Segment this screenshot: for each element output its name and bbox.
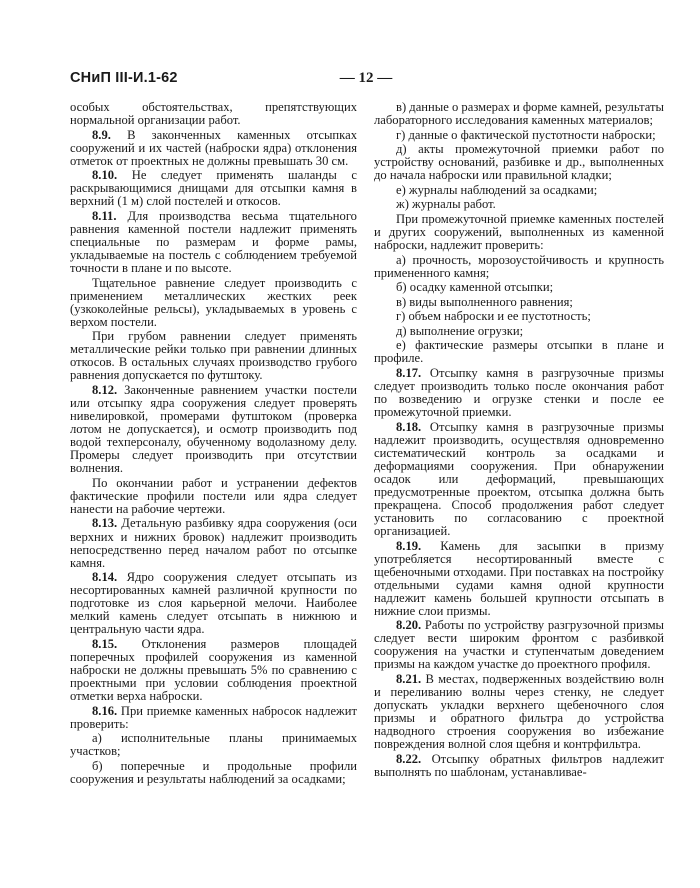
page-header <box>70 70 662 92</box>
paragraph-text: г) данные о фактической пустотности наброски; <box>396 127 656 142</box>
paragraph-text: б) поперечные и продольные профили сооружения и результаты наблюдений за осадками; <box>70 758 357 786</box>
clause-paragraph <box>70 571 357 636</box>
paragraph <box>374 198 664 211</box>
clause-paragraph <box>70 169 357 208</box>
paragraph <box>374 254 664 280</box>
paragraph-text: Ядро сооружения следует отсыпать из несортированных камней различной крупности по подготовке из слоя карьерной мелочи. Наиболее мелкий камень следует отсыпать в нижнюю и центральную части ядра. <box>70 570 357 637</box>
paragraph-text: Детальную разбивку ядра сооружения (оси верхних и нижних бровок) надлежит производить непосредственно перед началом работ по отсыпке камня. <box>70 516 357 570</box>
paragraph-text: Отсыпку камня в разгрузочные призмы следует производить только после окончания работ по возведению и огрузке стенки и после ее промежуточной приемки. <box>374 365 665 420</box>
paragraph-text: Отсыпку обратных фильтров надлежит выполнять по шаблонам, устанавливае- <box>374 751 664 779</box>
clause-number: 8.14. <box>92 570 118 585</box>
paragraph-text: е) фактические размеры отсыпки в плане и профиле. <box>374 338 664 366</box>
paragraph-text: Работы по устройству разгрузочной призмы следует вести широким фронтом с разбивкой сооружения на участки и ступенчатым доведением призмы на каждом участке до проектного профиля. <box>374 618 665 672</box>
left-text-column <box>70 101 357 787</box>
clause-number: 8.19. <box>396 538 422 553</box>
paragraph <box>374 281 664 294</box>
paragraph-text: В законченных каменных отсыпках сооружений и их частей (наброски ядра) отклонения отметок от проектных не должны превышать 30 см. <box>70 127 357 168</box>
paragraph-text: В местах, подверженных воздействию волн и переливанию волны через стенку, не следует допускать укладки верхнего щебеночного слоя призмы и обратного фильтра до устройства надводного строения сооружения во избежание повреждения волной слоя щебня и контрфильтра. <box>374 671 664 752</box>
clause-number: 8.22. <box>396 751 422 766</box>
paragraph <box>374 339 664 365</box>
paragraph-text: в) данные о размерах и форме камней, результаты лабораторного исследования каменных материалов; <box>374 100 664 128</box>
paragraph-text: При приемке каменных набросок надлежит проверить: <box>70 703 357 731</box>
paragraph <box>374 129 664 142</box>
clause-paragraph <box>374 540 664 618</box>
paragraph <box>374 101 664 127</box>
paragraph-text: д) выполнение огрузки; <box>396 323 524 338</box>
clause-paragraph <box>70 638 357 703</box>
clause-number: 8.13. <box>92 516 118 531</box>
paragraph <box>70 477 357 516</box>
clause-paragraph <box>70 210 357 275</box>
paragraph-text: б) осадку каменной отсыпки; <box>396 280 554 295</box>
paragraph-text: в) виды выполненного равнения; <box>396 294 573 309</box>
clause-paragraph <box>70 517 357 569</box>
paragraph-text: Законченные равнением участки постели или отсыпку ядра сооружения следует проверять нивелировкой, промерами футштоком (проверка лотом не допускается), и осмотр производить под водой техперсоналу, обученному водолазному делу. Промеры следует производить при отсутствии волнения. <box>70 382 357 476</box>
clause-number: 8.15. <box>92 636 118 651</box>
clause-paragraph <box>374 753 664 779</box>
paragraph <box>374 296 664 309</box>
paragraph-text: е) журналы наблюдений за осадками; <box>396 182 598 197</box>
paragraph-text: а) прочность, морозоустойчивость и крупность примененного камня; <box>374 252 664 280</box>
clause-number: 8.18. <box>396 419 422 434</box>
paragraph-text: При промежуточной приемке каменных постелей и других сооружений, выполненных из каменной наброски, надлежит проверить: <box>374 211 664 252</box>
paragraph <box>70 101 357 127</box>
clause-paragraph <box>374 367 664 419</box>
page-number: — 12 — <box>339 70 393 86</box>
clause-number: 8.17. <box>396 365 422 380</box>
paragraph <box>70 732 357 758</box>
paragraph-text: Тщательное равнение следует производить с применением металлических жестких реек (узкоколейные рельсы), укладываемых в уровень с верхом постели. <box>70 275 357 329</box>
paragraph <box>70 760 357 786</box>
clause-number: 8.10. <box>92 168 118 183</box>
paragraph-text: ж) журналы работ. <box>396 197 496 212</box>
paragraph <box>70 277 357 329</box>
paragraph-text: а) исполнительные планы принимаемых участков; <box>70 731 357 759</box>
paragraph-text: Отсыпку камня в разгрузочные призмы надлежит производить, осуществляя одновременно систематический контроль за осадками и деформациями сооружения. При обнаружении осадок или деформаций, превышающих предусмотренные проектом, отсыпка должна быть прекращена. Способ продолжения работ следует установить по согласованию с проектной организацией. <box>374 419 665 538</box>
clause-number: 8.9. <box>92 127 111 142</box>
paragraph <box>374 184 664 197</box>
paragraph-text: Отклонения размеров площадей поперечных профилей сооружения из каменной наброски не должны превышать 5% по сравнению с проектными при условии соблюдения проектной отметки верха наброски. <box>70 636 357 704</box>
paragraph-text: При грубом равнении следует применять металлические рейки только при равнении длинных откосов. В остальных случаях производство грубого равнения допускается по футштоку. <box>70 329 357 383</box>
paragraph-text: особых обстоятельствах, препятствующих нормальной организации работ. <box>70 100 357 128</box>
clause-paragraph <box>374 673 664 751</box>
paragraph-text: По окончании работ и устранении дефектов фактические профили постели или ядра следует нанести на рабочие чертежи. <box>70 475 357 516</box>
clause-paragraph <box>70 384 357 475</box>
paragraph-text: Не следует применять шаланды с раскрывающимися днищами для отсыпки камня в верхний (1 м) слой постелей и откосов. <box>70 168 357 209</box>
document-code: СНиП III-И.1-62 <box>70 70 178 86</box>
paragraph <box>374 213 664 252</box>
paragraph-text: д) акты промежуточной приемки работ по устройству оснований, разбивке и др., выполненных до начала наброски или правильной кладки; <box>374 142 664 183</box>
paragraph <box>374 143 664 182</box>
clause-number: 8.12. <box>92 382 118 397</box>
paragraph-text: Камень для засыпки в призму употребляется несортированный вместе с щебеночными отходами. При поставках на постройку отдельными судами камня одной крупности надлежит камень большей крупности отсыпать в нижние слои призмы. <box>374 538 664 618</box>
paragraph-text: г) объем наброски и ее пустотность; <box>396 309 591 324</box>
right-text-column <box>374 101 664 780</box>
clause-number: 8.21. <box>396 671 422 686</box>
paragraph-text: Для производства весьма тщательного равнения каменной постели надлежит применять специальные по размерам и форме рамы, укладываемые на постель с соблюдением требуемой точности в плане и по высоте. <box>70 208 357 276</box>
clause-paragraph <box>70 129 357 168</box>
clause-paragraph <box>70 705 357 731</box>
paragraph <box>374 310 664 323</box>
clause-paragraph <box>374 619 664 671</box>
clause-number: 8.20. <box>396 618 422 633</box>
clause-number: 8.11. <box>92 208 117 223</box>
clause-paragraph <box>374 421 664 538</box>
clause-number: 8.16. <box>92 703 118 718</box>
paragraph <box>374 325 664 338</box>
paragraph <box>70 330 357 382</box>
